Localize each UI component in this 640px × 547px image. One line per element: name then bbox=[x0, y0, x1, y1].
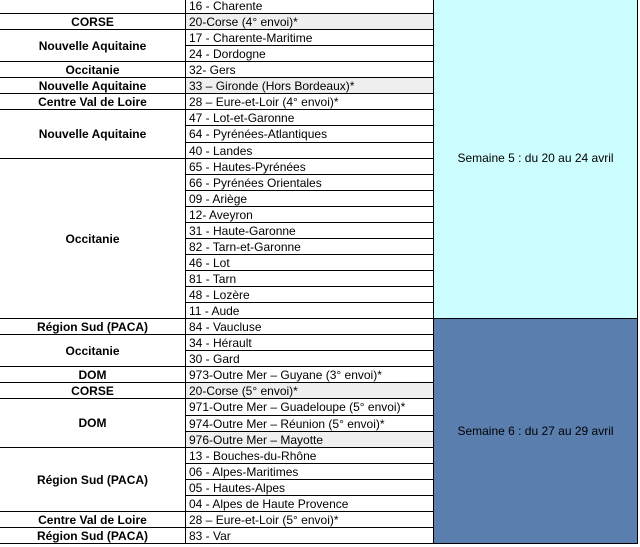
department-cell: 82 - Tarn-et-Garonne bbox=[186, 239, 434, 255]
department-cell: 24 - Dordogne bbox=[186, 46, 434, 62]
region-cell: CORSE bbox=[0, 14, 186, 30]
region-cell: Centre Val de Loire bbox=[0, 94, 186, 110]
region-cell: Occitanie bbox=[0, 335, 186, 367]
department-cell: 04 - Alpes de Haute Provence bbox=[186, 496, 434, 512]
region-cell: Région Sud (PACA) bbox=[0, 528, 186, 544]
region-cell: Centre Val de Loire bbox=[0, 512, 186, 528]
department-cell: 66 - Pyrénées Orientales bbox=[186, 175, 434, 191]
department-cell: 30 - Gard bbox=[186, 351, 434, 367]
region-cell: Nouvelle Aquitaine bbox=[0, 30, 186, 62]
department-cell: 48 - Lozère bbox=[186, 287, 434, 303]
department-cell: 12- Aveyron bbox=[186, 207, 434, 223]
region-cell: DOM bbox=[0, 367, 186, 383]
department-cell: 17 - Charente-Maritime bbox=[186, 30, 434, 46]
department-cell: 32- Gers bbox=[186, 62, 434, 78]
department-cell: 06 - Alpes-Maritimes bbox=[186, 464, 434, 480]
department-cell: 09 - Ariège bbox=[186, 191, 434, 207]
department-cell: 20-Corse (4° envoi)* bbox=[186, 14, 434, 30]
region-cell: Région Sud (PACA) bbox=[0, 448, 186, 512]
department-cell: 28 – Eure-et-Loir (5° envoi)* bbox=[186, 512, 434, 528]
region-cell: DOM bbox=[0, 399, 186, 448]
department-cell: 83 - Var bbox=[186, 528, 434, 544]
department-cell: 05 - Hautes-Alpes bbox=[186, 480, 434, 496]
department-cell: 31 - Haute-Garonne bbox=[186, 223, 434, 239]
region-cell: Occitanie bbox=[0, 159, 186, 319]
department-cell: 47 - Lot-et-Garonne bbox=[186, 110, 434, 126]
region-cell: Région Sud (PACA) bbox=[0, 319, 186, 335]
department-cell: 34 - Hérault bbox=[186, 335, 434, 351]
department-cell: 974-Outre Mer – Réunion (5° envoi)* bbox=[186, 416, 434, 432]
region-cell: CORSE bbox=[0, 383, 186, 399]
department-cell: 11 - Aude bbox=[186, 303, 434, 319]
department-cell: 40 - Landes bbox=[186, 143, 434, 159]
region-cell: Occitanie bbox=[0, 62, 186, 78]
department-cell: 46 - Lot bbox=[186, 255, 434, 271]
department-cell: 81 - Tarn bbox=[186, 271, 434, 287]
week-cell: Semaine 5 : du 20 au 24 avril bbox=[434, 0, 638, 319]
department-cell: 64 - Pyrénées-Atlantiques bbox=[186, 126, 434, 143]
department-cell: 28 – Eure-et-Loir (4° envoi)* bbox=[186, 94, 434, 110]
department-cell: 65 - Hautes-Pyrénées bbox=[186, 159, 434, 175]
department-cell: 976-Outre Mer – Mayotte bbox=[186, 432, 434, 448]
department-cell: 33 – Gironde (Hors Bordeaux)* bbox=[186, 78, 434, 94]
department-cell: 973-Outre Mer – Guyane (3° envoi)* bbox=[186, 367, 434, 383]
region-cell: Nouvelle Aquitaine bbox=[0, 110, 186, 159]
region-cell bbox=[0, 0, 186, 14]
week-cell: Semaine 6 : du 27 au 29 avril bbox=[434, 319, 638, 544]
department-cell: 13 - Bouches-du-Rhône bbox=[186, 448, 434, 464]
region-cell: Nouvelle Aquitaine bbox=[0, 78, 186, 94]
department-cell: 20-Corse (5° envoi)* bbox=[186, 383, 434, 399]
department-cell: 971-Outre Mer – Guadeloupe (5° envoi)* bbox=[186, 399, 434, 416]
department-cell: 84 - Vaucluse bbox=[186, 319, 434, 335]
department-cell: 16 - Charente bbox=[186, 0, 434, 14]
